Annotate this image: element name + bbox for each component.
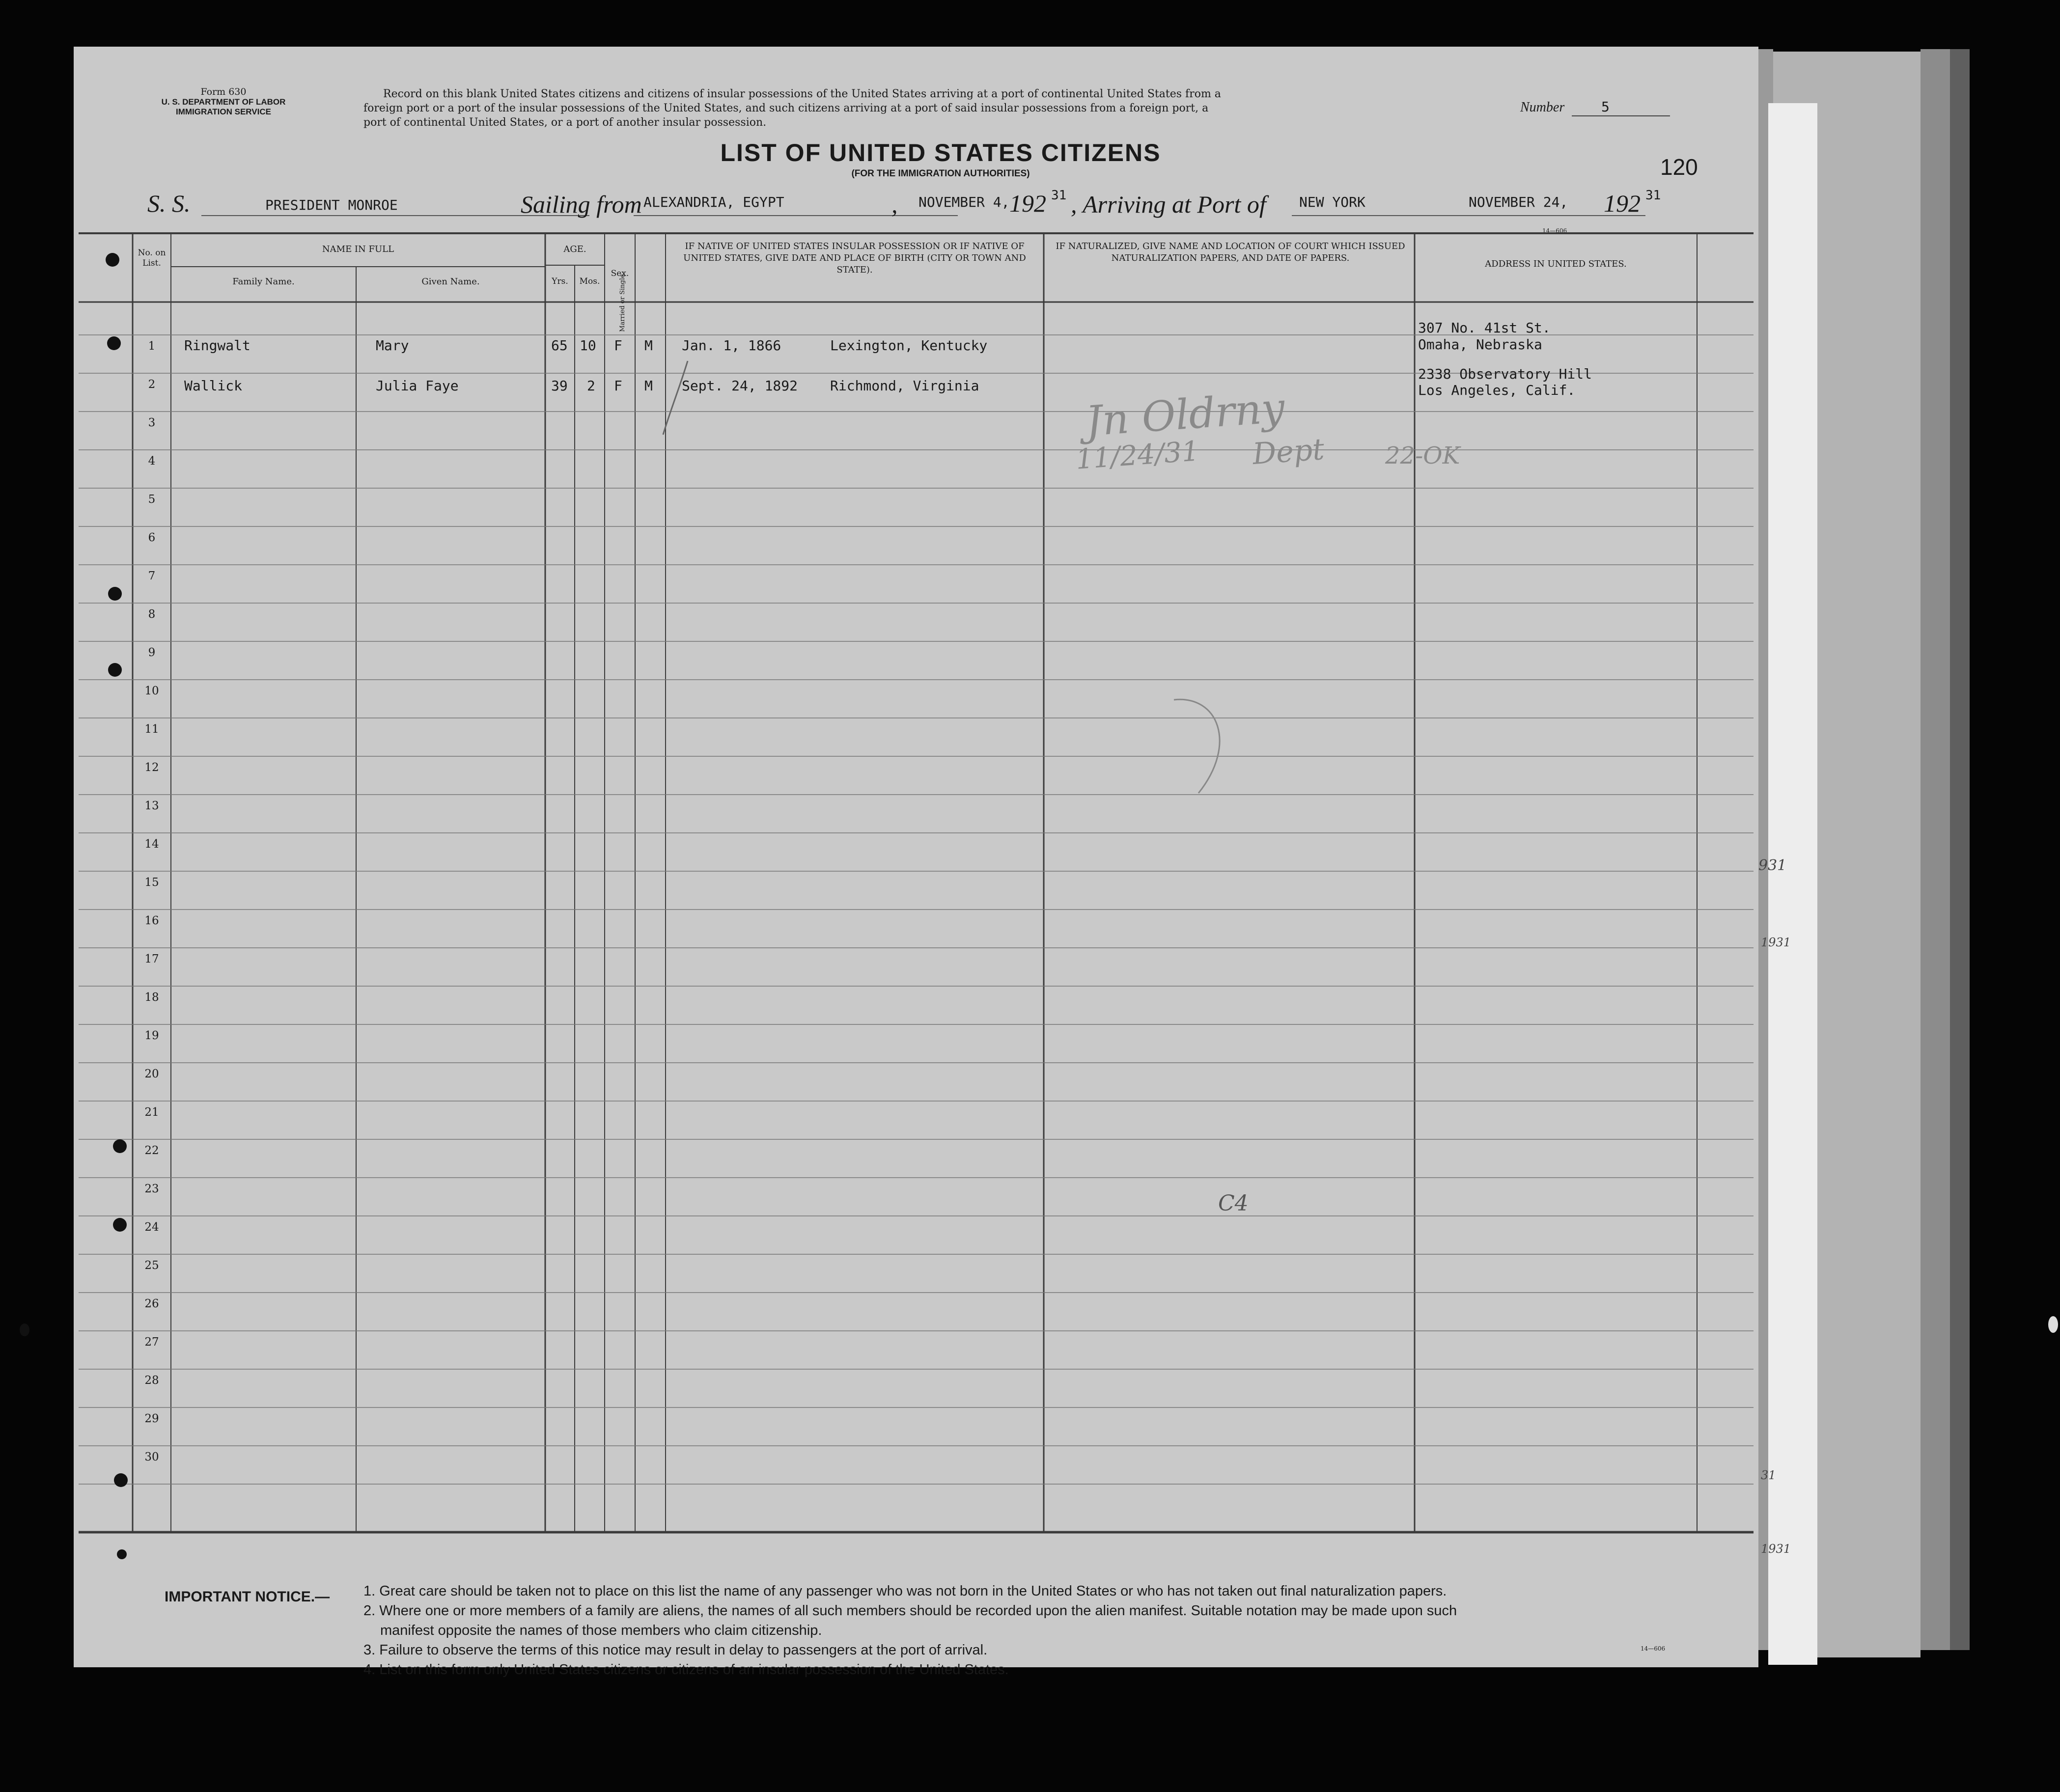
row-number: 18 (144, 991, 159, 1004)
ship-name: PRESIDENT MONROE (265, 197, 398, 213)
row-number: 16 (144, 914, 159, 927)
sex: F (614, 378, 622, 394)
side-note: 931 (1758, 857, 1787, 874)
row-number: 28 (144, 1374, 159, 1387)
notice-label: IMPORTANT NOTICE.— (165, 1589, 330, 1605)
address-line: 307 No. 41st St. (1418, 320, 1551, 336)
row-number: 23 (144, 1183, 159, 1195)
sailing-from: ALEXANDRIA, EGYPT (643, 194, 784, 210)
col-yrs: Yrs. (552, 276, 568, 286)
row-number: 8 (148, 608, 156, 621)
arrival-port: NEW YORK (1299, 194, 1365, 210)
form-number: Form 630 (200, 86, 247, 97)
col-birth: IF NATIVE OF UNITED STATES INSULAR POSSESSION OR IF NATIVE OF UNITED STATES, GIVE DATE AND PLACE OF BIRTH (CITY OR TOWN AND STATE). (683, 241, 1026, 275)
service: IMMIGRATION SERVICE (176, 107, 271, 116)
col-mos: Mos. (579, 276, 600, 286)
date-sep: , (891, 191, 898, 218)
handwritten-date: 11/24/31 (1075, 435, 1200, 476)
col-sex: Sex. (611, 269, 629, 278)
age-months: 10 (580, 337, 596, 354)
marital-status: M (644, 337, 653, 354)
binder-hole (108, 663, 122, 677)
col-no: No. on List. (138, 248, 166, 268)
row-number: 30 (144, 1451, 159, 1463)
col-given-name: Given Name. (421, 276, 480, 287)
binder-hole (107, 336, 121, 350)
notice-item: 4. List on this form only United States citizens or citizens of an insular possession of the United States. (363, 1662, 1009, 1678)
row-number: 2 (148, 378, 156, 391)
side-note: 31 (1761, 1468, 1776, 1482)
depart-date: NOVEMBER 4, (919, 194, 1010, 210)
row-number: 5 (148, 493, 156, 506)
row-number: 15 (144, 876, 159, 889)
side-note: 1931 (1761, 936, 1791, 949)
row-number: 25 (144, 1259, 159, 1272)
arrival-year: 31 (1645, 188, 1661, 203)
col-family-name: Family Name. (232, 276, 295, 287)
handwritten-signature: Jn Oldrny (1084, 383, 1286, 446)
row-number: 12 (144, 761, 159, 774)
row-number: 21 (144, 1106, 159, 1119)
notice-item: 3. Failure to observe the terms of this notice may result in delay to passengers at the port of arrival. (363, 1642, 988, 1658)
address-line: Los Angeles, Calif. (1418, 382, 1576, 398)
row-number: 17 (144, 953, 159, 965)
given-name: Mary (376, 337, 409, 354)
row-number: 26 (144, 1297, 159, 1310)
binder-hole (106, 253, 119, 267)
arrival-year-prefix: 192 (1604, 190, 1641, 217)
notice-body (363, 1581, 1778, 1680)
page-edge (1768, 103, 1817, 1665)
ss-label: S. S. (147, 190, 191, 217)
instruction-line: port of continental United States, or a port of another insular possession. (363, 116, 767, 129)
row-number: 7 (148, 570, 156, 582)
marital-status: M (644, 378, 653, 394)
print-code: 14—606 (1542, 227, 1567, 234)
col-married-single: Married or Single. (619, 272, 626, 332)
manifest-grid (74, 47, 1758, 1667)
given-name: Julia Faye (376, 378, 459, 394)
row-number: 6 (148, 531, 156, 544)
binder-hole (113, 1218, 127, 1232)
row-number: 22 (144, 1144, 159, 1157)
row-number: 13 (144, 800, 159, 812)
page-title: LIST OF UNITED STATES CITIZENS (720, 139, 1161, 166)
pencil-mark (1174, 699, 1220, 793)
manifest-sheet (74, 47, 1758, 1678)
row-number: 4 (148, 455, 156, 468)
row-number: 20 (144, 1068, 159, 1080)
address-line: 2338 Observatory Hill (1418, 366, 1592, 382)
birth-place: Richmond, Virginia (830, 378, 979, 394)
row-number: 10 (144, 685, 159, 697)
arrival-date: NOVEMBER 24, (1469, 194, 1568, 210)
row-number: 9 (148, 646, 156, 659)
page-number: 120 (1660, 154, 1698, 180)
family-name: Ringwalt (184, 337, 251, 354)
binder-hole (108, 587, 122, 601)
row-number: 19 (144, 1029, 159, 1042)
binder-hole (113, 1139, 127, 1153)
address-line: Omaha, Nebraska (1418, 336, 1542, 353)
check-mark (663, 361, 688, 435)
family-name: Wallick (184, 378, 243, 394)
department: U. S. DEPARTMENT OF LABOR (161, 97, 286, 107)
age-years: 65 (551, 337, 568, 354)
arriving-label: , Arriving at Port of (1071, 191, 1266, 218)
age-years: 39 (551, 378, 568, 394)
page-edge (1950, 49, 1970, 1650)
row-number: 27 (144, 1336, 159, 1349)
col-age: AGE. (563, 244, 586, 254)
handwritten-mark: C4 (1218, 1191, 1249, 1216)
instruction-line: foreign port or a port of the insular possessions of the United States, and such citizens arriving at a port of said insular possessions from a foreign port, a (363, 102, 1209, 114)
col-naturalized: IF NATURALIZED, GIVE NAME AND LOCATION OF COURT WHICH ISSUED NATURALIZATION PAPERS, AND DATE OF PAPERS. (1056, 241, 1405, 263)
notice-item: 1. Great care should be taken not to place on this list the name of any passenger who was not born in the United States or who has not taken out final naturalization papers. (363, 1583, 1447, 1599)
binder-hole (114, 1473, 128, 1487)
sex: F (614, 337, 622, 354)
print-code-footer: 14—606 (1641, 1645, 1666, 1652)
notice-item: 2. Where one or more members of a family are aliens, the names of all such members should be recorded upon the alien manifest. Suitable notation may be made upon such (363, 1603, 1457, 1619)
sailing-label: Sailing from (521, 191, 642, 218)
notice-item: manifest opposite the names of those members who claim citizenship. (380, 1623, 822, 1638)
binder-hole (20, 1323, 29, 1336)
birth-date: Sept. 24, 1892 (682, 378, 798, 394)
side-note: 1931 (1761, 1542, 1791, 1556)
age-months: 2 (587, 378, 595, 394)
depart-year: 31 (1051, 188, 1067, 203)
birth-date: Jan. 1, 1866 (682, 337, 781, 354)
binder-hole (2048, 1316, 2058, 1333)
col-name-in-full: NAME IN FULL (322, 244, 394, 254)
birth-place: Lexington, Kentucky (830, 337, 988, 354)
depart-year-prefix: 192 (1009, 190, 1046, 217)
row-number: 1 (148, 340, 156, 353)
number-value: 5 (1601, 99, 1610, 115)
binder-hole (117, 1549, 127, 1559)
col-address: ADDRESS IN UNITED STATES. (1485, 259, 1627, 269)
row-number: 14 (144, 838, 159, 851)
number-label: Number (1520, 100, 1565, 115)
page-edge (1921, 49, 1950, 1650)
row-number: 29 (144, 1412, 159, 1425)
row-number: 24 (144, 1221, 159, 1234)
row-number: 3 (148, 416, 156, 429)
row-number: 11 (144, 723, 159, 736)
handwritten-code: 22-OK (1385, 442, 1460, 469)
page-subtitle: (FOR THE IMMIGRATION AUTHORITIES) (851, 168, 1030, 179)
instruction-line: Record on this blank United States citizens and citizens of insular possessions of the United States arriving at a port of continental United States from a (383, 88, 1221, 100)
handwritten-dept: Dept (1251, 432, 1326, 472)
